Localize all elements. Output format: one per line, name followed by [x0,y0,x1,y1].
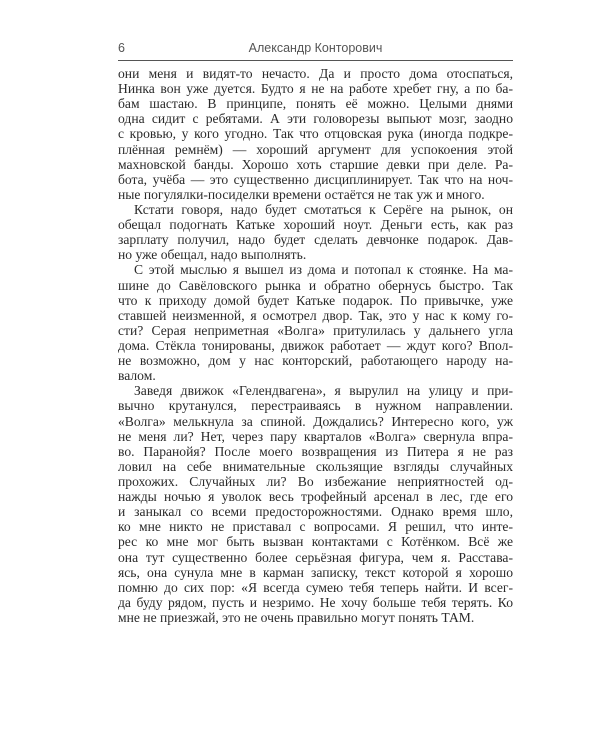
text-line: ясь, она сунула мне в карман записку, текст которой я хорошо [118,564,513,580]
text-line: не меня ли? Нет, через пару кварталов «Волга» свернула впра- [118,428,513,444]
text-line: сти? Серая неприметная «Волга» притулилась у дальнего угла [118,322,513,338]
text-line: «Волга» мелькнула за спиной. Дождались? Интересно кого, уж [118,413,513,429]
text-line: прохожих. Случайных ли? Во избежание неприятностей од- [118,473,513,489]
text-line: валом. [118,368,156,384]
text-line: мне не приезжай, это не очень правильно могут понять ТАМ. [118,609,475,625]
text-line: нажды ночью я уволок весь трофейный арсенал в лес, где его [118,489,513,505]
text-line: Нинка вон уже дуется. Будто я не на работе хребет гну, а по ба- [118,81,513,97]
text-line: помню до сих пор: «Я всегда сумею тебя теперь найти. И всег- [118,579,513,595]
text-line: что к приходу домой будет Катьке подарок. По привычке, уже [118,292,513,308]
text-line: но уже обещал, надо выполнять. [118,247,307,263]
text-line: не возможно, дом у нас конторский, работающего народу на- [118,353,513,369]
text-line: бота, учёба — это существенно дисциплинирует. Так что на ноч- [118,171,513,187]
text-line: с кровью, у кого угодно. Так что отцовская рука (иногда подкре- [118,126,513,142]
text-line: да буду рядом, пусть и незримо. Не хочу больше тебя терять. Ко [118,594,513,610]
text-line: во. Паранойя? После моего возвращения из Питера я не раз [118,443,513,459]
text-line: ставшей неизменной, я осмотрел двор. Так, это у нас к кому го- [118,307,513,323]
text-line: ные погулялки-посиделки времени остаётся не так уж и много. [118,186,485,202]
paragraph [118,66,513,202]
text-line: одна сидит с ребятами. А эти головорезы выпьют мозг, заодно [118,111,513,127]
text-line: С этой мыслью я вышел из дома и потопал к стоянке. На ма- [134,262,513,278]
text-line: обещал подогнать Катьке хороший ноут. Деньги есть, как раз [118,217,513,233]
text-line: бам шастаю. В принципе, понять её можно. Целыми днями [118,96,513,112]
page-number: 6 [118,41,125,55]
running-head [118,38,513,61]
text-line: зарплату получил, надо будет сделать девчонке подарок. Дав- [118,232,513,248]
text-line: рес ко мне мог быть вызван контактами с Котёнком. Всё же [118,534,513,550]
text-line: Заведя движок «Гелендвагена», я вырулил на улицу и при- [134,383,513,399]
text-line: и заныкал со всеми предосторожностями. Однако время шло, [118,504,513,520]
text-line: ловил на себе внимательные скользящие взгляды случайных [118,458,513,474]
text-line: Кстати говоря, надо будет смотаться к Серёге на рынок, он [134,201,513,217]
paragraph [118,202,513,262]
text-line: махновской банды. Хорошо хоть старшие девки при деле. Ра- [118,156,513,172]
text-line: дома. Стёкла тонированы, движок работает — ждут кого? Впол- [118,337,513,353]
text-line: ко мне никто не приставал с вопросами. Я решил, что инте- [118,519,513,535]
body-text [118,66,513,625]
text-line: шине до Савёловского рынка и обратно обернусь быстро. Так [118,277,513,293]
paragraph [118,262,513,383]
running-title: Александр Конторович [248,41,383,55]
text-line: они меня и видят-то нечасто. Да и просто дома отоспаться, [118,66,513,81]
text-line: плённая ремнём) — хороший аргумент для успокоения этой [118,141,513,157]
paragraph [118,383,513,625]
text-line: вычно крутанулся, перестраиваясь в нужном направлении. [118,398,513,414]
text-line: она тут существенно более серьёзная фигура, чем я. Расстава- [118,549,513,565]
